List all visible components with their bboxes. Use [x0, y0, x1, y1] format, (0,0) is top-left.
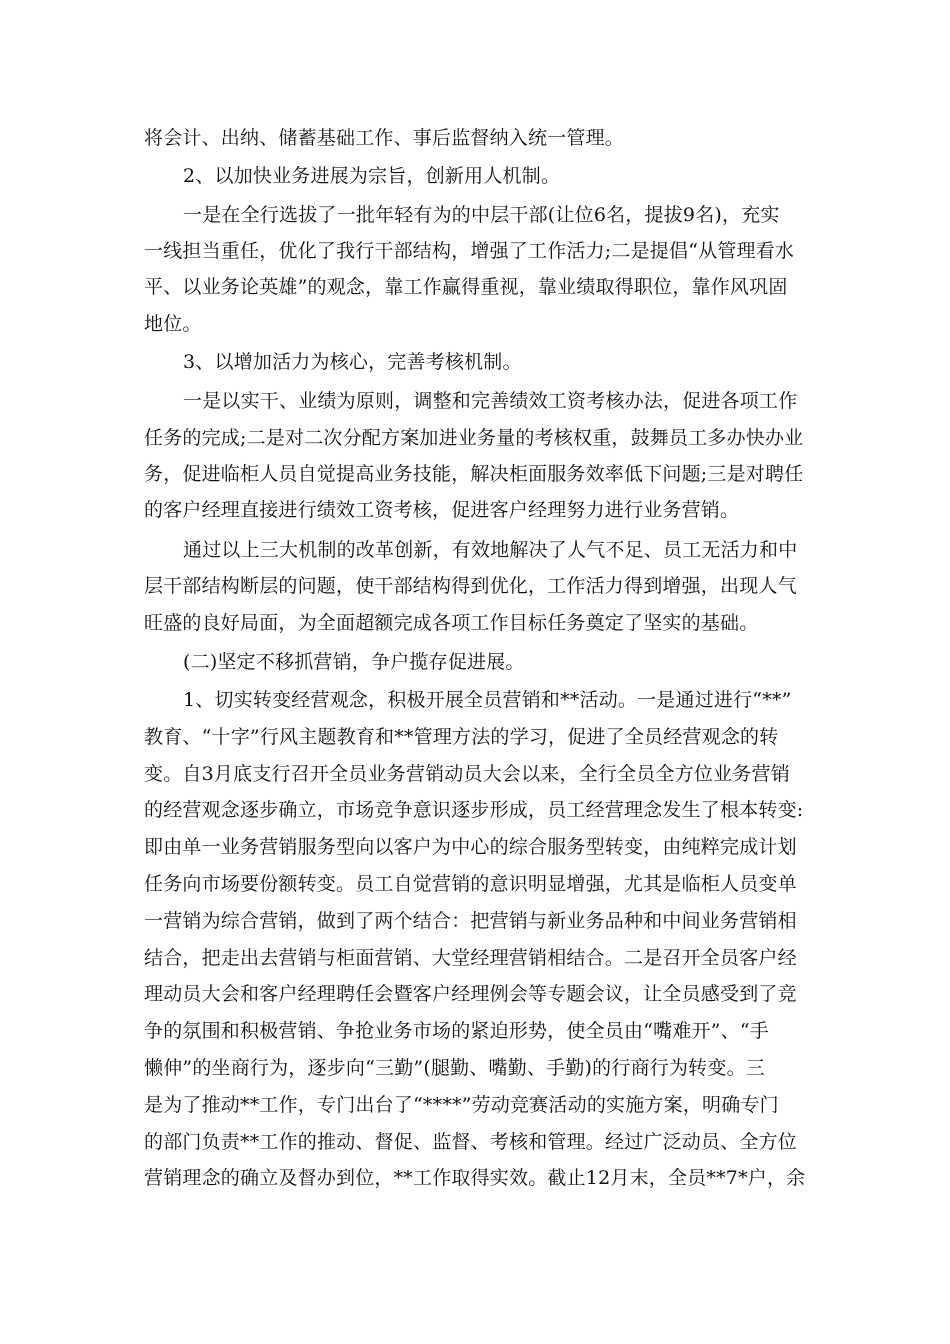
text-line: 的客户经理直接进行绩效工资考核，促进客户经理努力进行业务营销。 [144, 499, 740, 521]
text-line: 任务的完成;二是对二次分配方案加进业务量的考核权重，鼓舞员工多办快办业 [144, 427, 804, 449]
heading-line: 2、以加快业务进展为宗旨，创新用人机制。 [183, 165, 561, 187]
text-line: 层干部结构断层的问题，使干部结构得到优化，工作活力得到增强，出现人气 [144, 575, 797, 597]
text-line: 一线担当重任，优化了我行干部结构，增强了工作活力;二是提倡“从管理看水 [144, 240, 795, 262]
text-line: 即由单一业务营销服务型向以客户为中心的综合服务型转变，由纯粹完成计划 [144, 836, 797, 858]
text-line: 营销理念的确立及督办到位，**工作取得实效。截止12月末，全员**7*户，余 [144, 1167, 806, 1189]
heading-line: 3、以增加活力为核心，完善考核机制。 [183, 351, 522, 373]
text-line: 任务向市场要份额转变。员工自觉营销的意识明显增强，尤其是临柜人员变单 [144, 873, 797, 895]
text-line: 旺盛的良好局面，为全面超额完成各项工作目标任务奠定了坚实的基础。 [144, 612, 759, 634]
text-line: 是为了推动**工作，专门出台了“****”劳动竞赛活动的实施方案，明确专门 [144, 1094, 779, 1116]
text-line: 一营销为综合营销，做到了两个结合：把营销与新业务品种和中间业务营销相 [144, 910, 797, 932]
text-line: 平、以业务论英雄”的观念，靠工作赢得重视，靠业绩取得职位，靠作风巩固 [144, 276, 788, 298]
text-line: 争的氛围和积极营销、争抢业务市场的紧迫形势，使全员由“嘴难开”、“手 [144, 1020, 769, 1042]
text-line: 理动员大会和客户经理聘任会暨客户经理例会等专题会议，让全员感受到了竞 [144, 983, 797, 1005]
text-line: 结合，把走出去营销与柜面营销、大堂经理营销相结合。二是召开全员客户经 [144, 947, 797, 969]
text-line: 教育、“十字”行风主题教育和**管理方法的学习，促进了全员经营观念的转 [144, 726, 779, 748]
text-line: 变。自3月底支行召开全员业务营销动员大会以来，全行全员全方位业务营销 [144, 763, 790, 785]
text-line: 懒伸”的坐商行为，逐步向“三勤”(腿勤、嘴勤、手勤)的行商行为转变。三 [144, 1057, 765, 1079]
text-line: 一是以实干、业绩为原则，调整和完善绩效工资考核办法，促进各项工作 [183, 390, 798, 412]
text-line: 1、切实转变经营观念，积极开展全员营销和**活动。一是通过进行“**” [183, 689, 792, 711]
text-line: 的经营观念逐步确立，市场竞争意识逐步形成，员工经营理念发生了根本转变: [144, 799, 804, 821]
text-line: 通过以上三大机制的改革创新，有效地解决了人气不足、员工无活力和中 [183, 539, 798, 561]
text-line: 务，促进临柜人员自觉提高业务技能，解决柜面服务效率低下问题;三是对聘任 [144, 463, 804, 485]
text-line: 将会计、出纳、储蓄基础工作、事后监督纳入统一管理。 [144, 127, 625, 149]
text-line: 的部门负责**工作的推动、督促、监督、考核和管理。经过广泛动员、全方位 [144, 1131, 798, 1153]
text-line: 一是在全行选拔了一批年轻有为的中层干部(让位6名，提拔9名)，充实 [183, 204, 780, 226]
text-line: 地位。 [144, 313, 202, 335]
heading-line: (二)坚定不移抓营销，争户揽存促进展。 [183, 651, 525, 673]
